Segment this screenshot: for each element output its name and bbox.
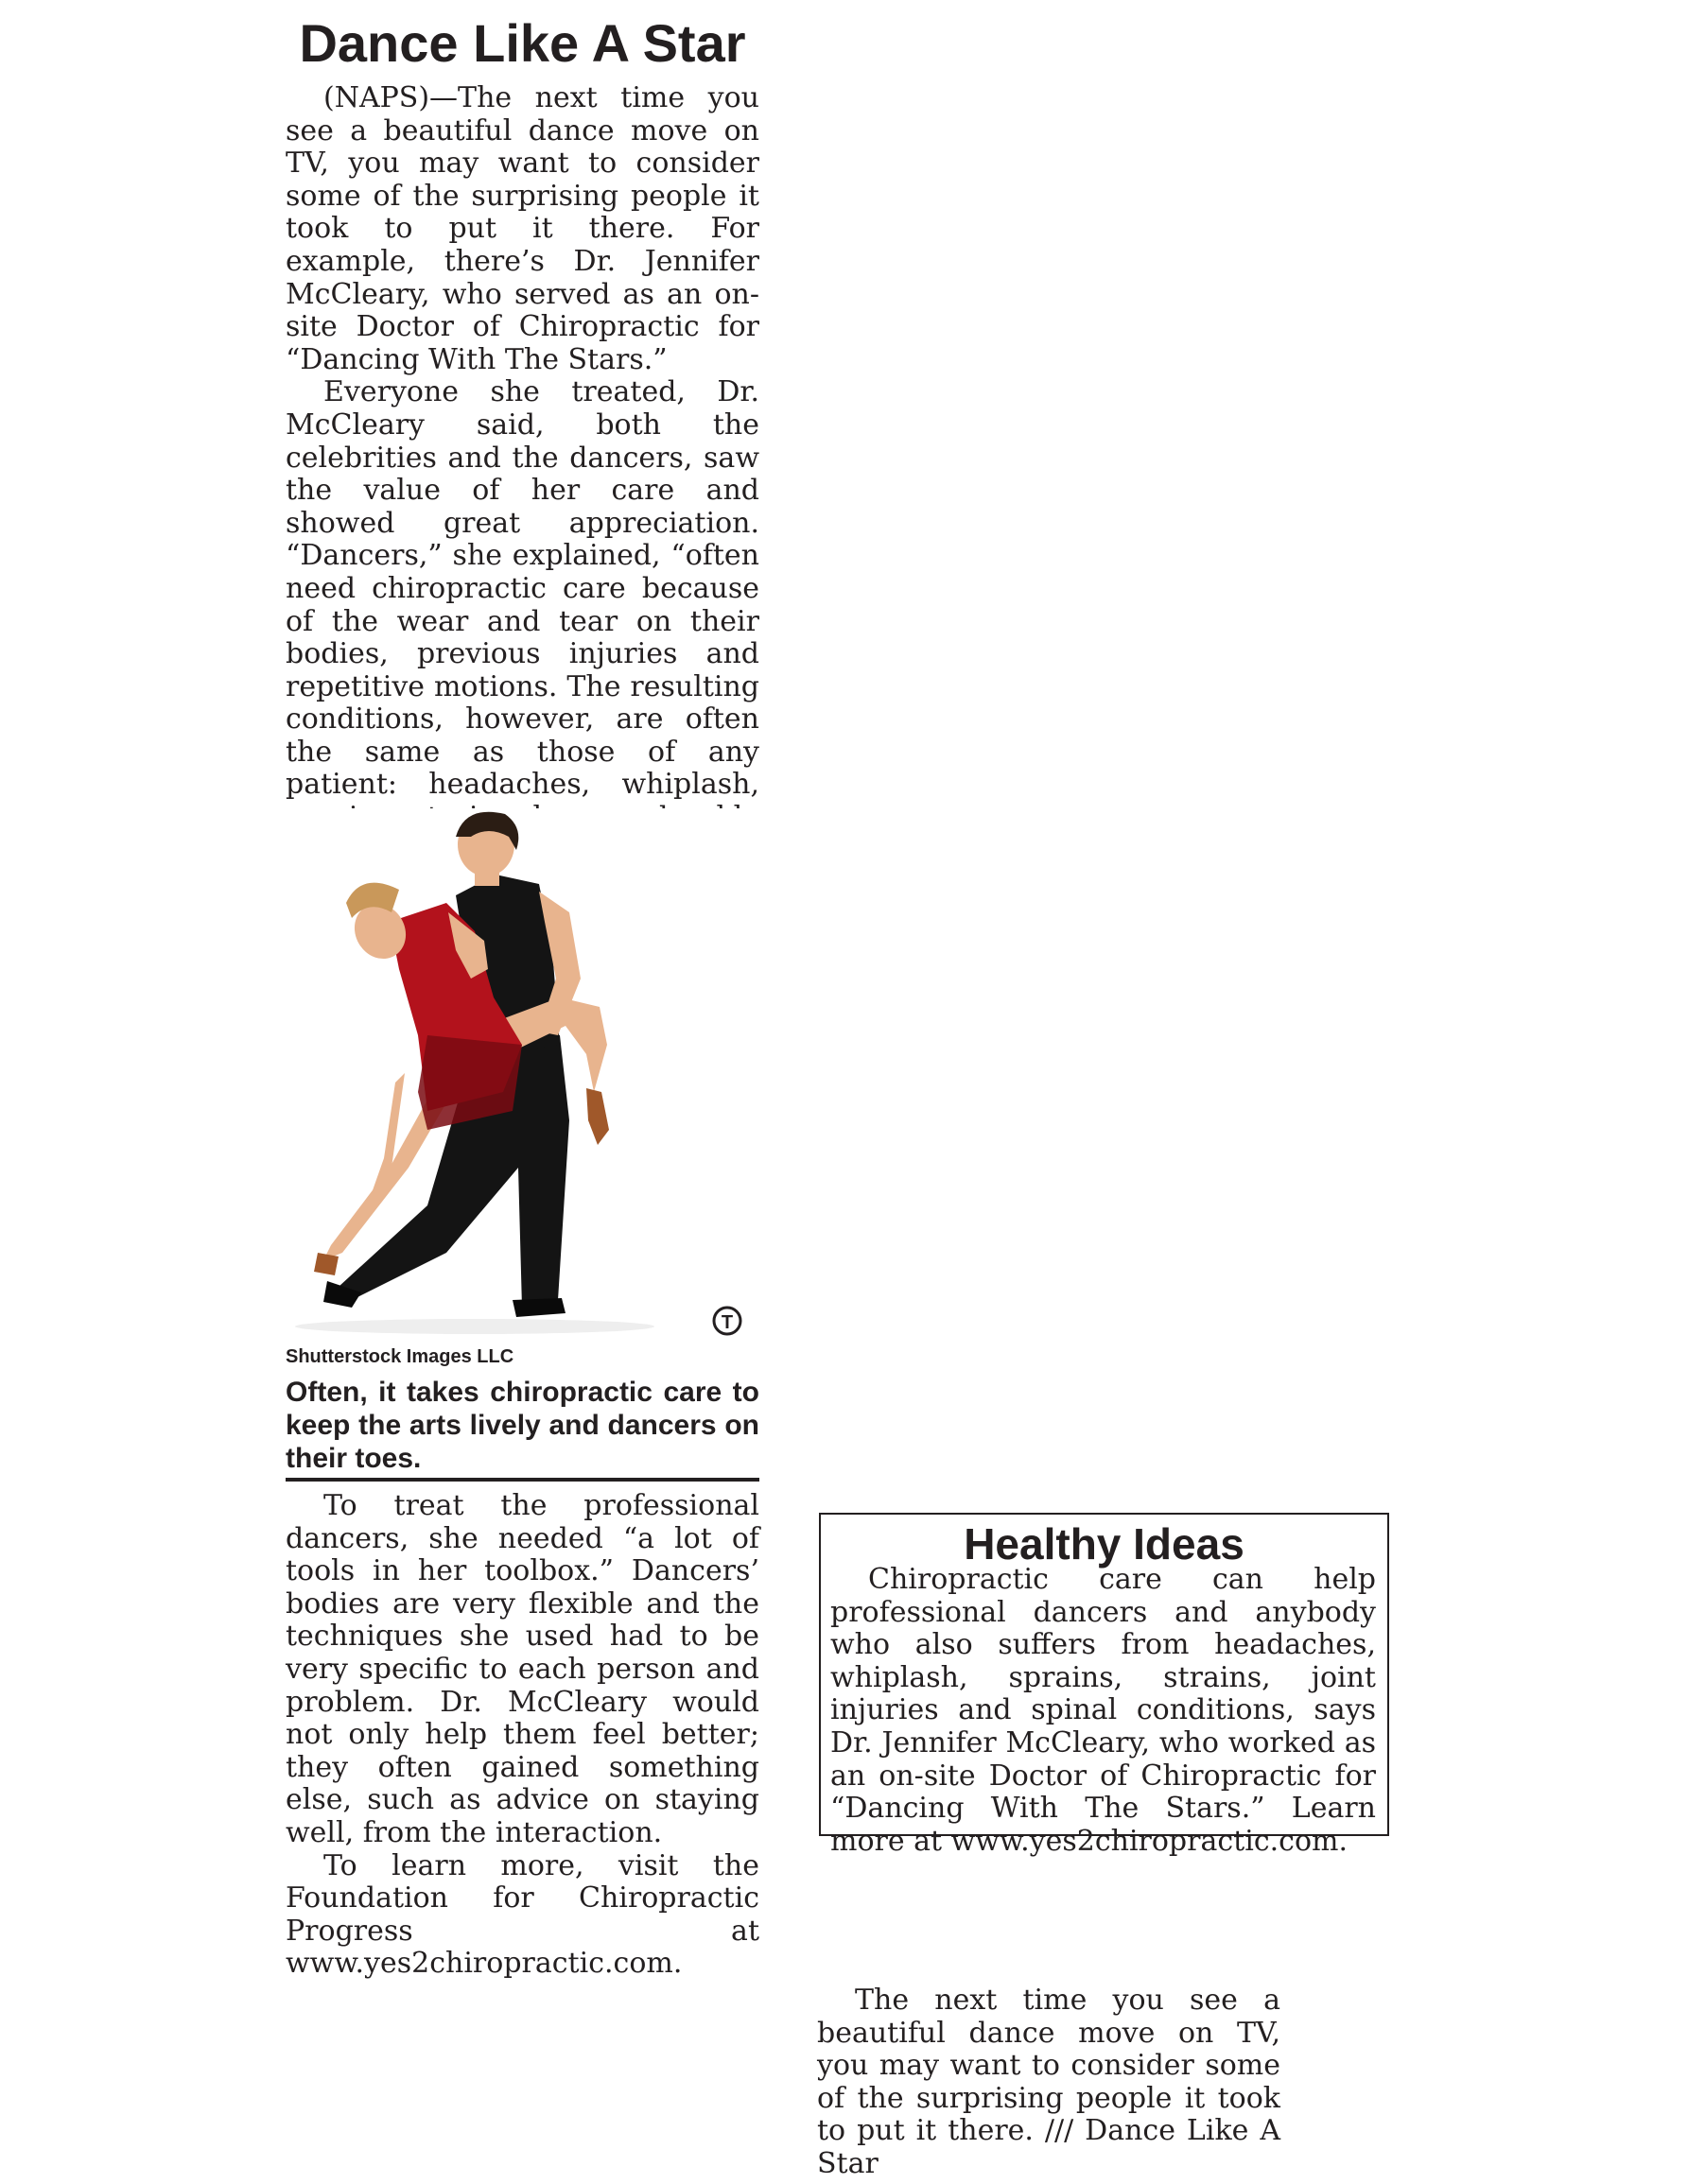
sidebar-body <box>830 1564 1376 1858</box>
headline: Dance Like A Star <box>299 13 746 73</box>
teaser-blurb <box>817 1985 1280 2181</box>
paragraph: Chiropractic care can help professional dancers and anybody who also suffers from headaches, whiplash, sprains, strains, joint injuries and spinal conditions, says Dr. Jennifer McCleary, who worked as an on-site Doctor of Chiropractic for “Dancing With The Stars.” Learn more at www.yes2chiropractic.com. <box>830 1563 1376 1858</box>
woman-shoe <box>586 1088 609 1145</box>
man-shoe <box>513 1298 566 1317</box>
paragraph: To treat the professional dancers, she needed “a lot of tools in her toolbox.” Dancers’ bodies are very flexible and the techniques she used had to be very specific to each person and problem. Dr. McCleary would not only help them feel better; they often gained something else, such as advice on staying well, from the interaction. <box>286 1489 759 1849</box>
photo-credit: Shutterstock Images LLC <box>286 1346 514 1367</box>
paragraph: To learn more, visit the Foundation for Chiropractic Progress at www.yes2chiropractic.com. <box>286 1848 759 1981</box>
paragraph: (NAPS)—The next time you see a beautiful dance move on TV, you may want to consider some of the surprising people it took to put it there. For example, there’s Dr. Jennifer McCleary, who served as an on-site Doctor of Chiropractic for “Dancing With The Stars.” <box>286 81 759 376</box>
photo-caption: Often, it takes chiropractic care to keep the arts lively and dancers on their toes. <box>286 1377 759 1474</box>
article-body-top <box>286 82 759 867</box>
syndicate-logo-letter: T <box>721 1312 734 1333</box>
dancers-illustration <box>286 808 759 1347</box>
dancers-photo <box>286 808 759 1347</box>
paragraph: The next time you see a beautiful dance move on TV, you may want to consider some of the surprising people it took to put it there. /// Dance Like A Star <box>817 1984 1280 2180</box>
healthy-ideas-box <box>819 1513 1389 1858</box>
article-body-bottom <box>286 1490 759 1981</box>
caption-divider <box>286 1478 759 1482</box>
paragraph: Everyone she treated, Dr. McCleary said, both the celebrities and the dancers, saw the value of her care and showed great appreciation. “Dancers,” she explained, “often need chiropractic care because of the wear and tear on their bodies, previous injuries and repetitive motions. The resulting conditions, however, are often the same as those of any patient: headaches, whiplash, <box>286 375 759 802</box>
floor-shadow <box>295 1319 654 1334</box>
woman-shoe <box>314 1253 339 1275</box>
sidebar-title: Healthy Ideas <box>964 1519 1244 1569</box>
